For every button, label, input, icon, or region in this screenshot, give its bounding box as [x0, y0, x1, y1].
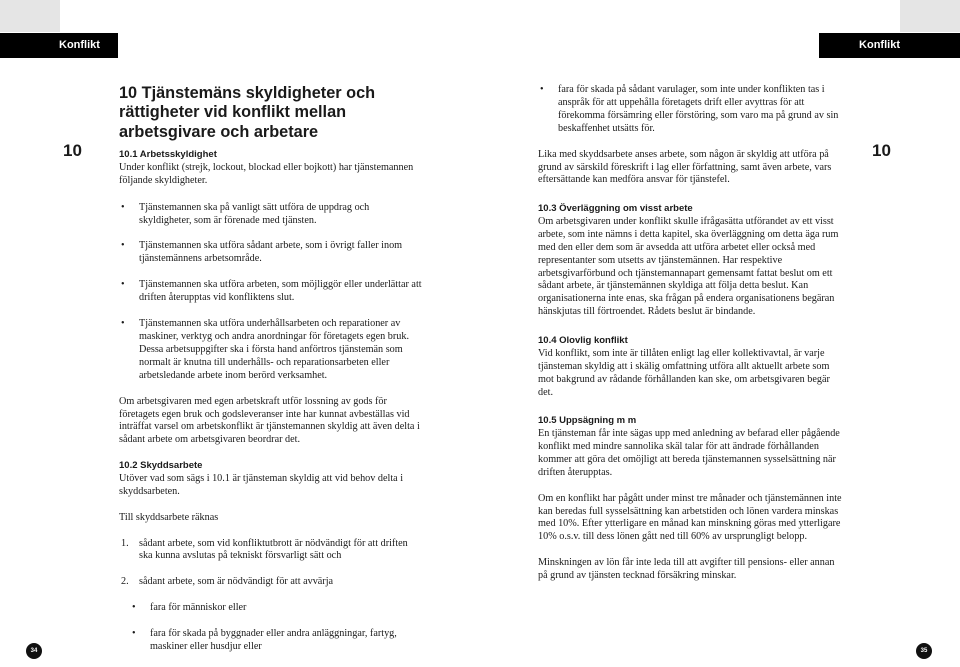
paragraph-three-months: Om en konflikt har pågått under minst tre månader och tjänstemännen inte kan beredas full sysselsättning kan arbetstiden och lönen vardera minskas med 10%. Efter ytterligare en månad kan minskning göras med ytterligare 10% o.s.v. till dess lönen gått ned till 60% av ursprungligt belopp.	[538, 492, 842, 543]
page-number-right: 35	[916, 643, 932, 659]
bullet-item	[119, 202, 423, 228]
header-tab-left	[0, 33, 118, 58]
section-heading-10-1: 10.1 Arbetsskyldighet	[119, 149, 217, 161]
paragraph-same-duty: Lika med skyddsarbete anses arbete, som någon är skyldig att utföra på grund av särskild föreskrift i lag eller författning, samt även arbete, vars eftersättande kan medföra ansvar för tjänstefel.	[538, 148, 832, 186]
section-heading-10-4: 10.4 Olovlig konflikt	[538, 335, 628, 347]
section-10-1-intro: Under konflikt (strejk, lockout, blockad eller bojkott) har tjänstemannen följande skyldigheter.	[119, 161, 414, 186]
bullet-icon: •	[132, 628, 136, 640]
page-number-left: 34	[26, 643, 42, 659]
header-tab-right-label: Konflikt	[859, 39, 900, 51]
section-heading-10-2: 10.2 Skyddsarbete	[119, 460, 203, 472]
section-10-4-text: Vid konflikt, som inte är tillåten enligt lag eller kollektivavtal, är varje tjänsteman skyldig att i skälig omfattning utföra allt aktuellt arbete som mot bakgrund av rådande förhållanden kan ske, om arbetsgivaren begär det.	[538, 347, 830, 398]
chapter-number-right: 10	[872, 141, 891, 160]
sub-bullet-item	[119, 628, 423, 654]
bullet-text: Tjänstemannen ska utföra underhållsarbeten och reparationer av maskiner, verktyg och andra anordningar för företagets egen bruk. Dessa arbetsuppgifter ska i första hand anförtros tjänstemän som normalt är knutna till underhålls- och reparationsarbeten eller arbetsledande arbete inom berörd verksamhet.	[139, 318, 410, 381]
header-tab-marker-right	[900, 0, 960, 32]
section-heading-10-5: 10.5 Uppsägning m m	[538, 415, 637, 427]
section-10-2-lead: Till skyddsarbete räknas	[119, 511, 219, 523]
paragraph-reduction: Minskningen av lön får inte leda till att avgifter till pensions- eller annan på grund av tjänsten tecknad försäkring minskar.	[538, 557, 835, 582]
item-number: 2.	[121, 576, 129, 588]
header-tab-left-label: Konflikt	[59, 39, 100, 51]
bullet-text: fara för skada på sådant varulager, som inte under konflikten tas i anspråk för att uppehålla företagets drift eller avyttras för att förekomma försämring eller förstöring, som varo ma på grund av sin beskaffenhet utsätts för.	[558, 84, 839, 134]
bullet-icon: •	[121, 240, 125, 252]
bullet-icon: •	[121, 279, 125, 291]
page-title: 10 Tjänstemäns skyldigheter och rättigheter vid konflikt mellan arbetsgivare och arbetare	[119, 84, 376, 141]
bullet-icon: •	[540, 84, 544, 95]
bullet-text: fara för människor eller	[150, 602, 247, 614]
bullet-text: Tjänstemannen ska utföra sådant arbete, som i övrigt faller inom tjänstemännens arbetsområde.	[139, 240, 403, 265]
right-column	[538, 84, 842, 583]
header-tab-right	[819, 33, 960, 58]
bullet-icon: •	[132, 602, 136, 614]
bullet-icon: •	[121, 318, 125, 330]
bullet-item	[119, 240, 423, 266]
bullet-icon: •	[121, 201, 125, 213]
bullet-item	[119, 279, 423, 305]
section-heading-10-3: 10.3 Överläggning om visst arbete	[538, 203, 693, 215]
item-text: sådant arbete, som vid konfliktutbrott är nödvändigt för att driften ska kunna avslutas på tekniskt försvarligt sätt och	[139, 537, 408, 562]
section-10-2-text: Utöver vad som sägs i 10.1 är tjänsteman skyldig att vid behov delta i skyddsarbeten.	[119, 472, 404, 497]
bullet-item	[119, 318, 423, 383]
section-10-3-text: Om arbetsgivaren under konflikt skulle ifrågasätta utförandet av ett visst arbete, som inte nämns i detta kapitel, ska överläggning om detta äga rum med den eller dem som är avsedda att utföra arbetet eller också med representanter som utsetts av tjänstemännen. Har respektive arbetsgivarförbund och tjänstemannapart gemensamt fattat beslut om ett sådant arbete, är tjänstemännen skyldiga att följa detta beslut. Kan organisationerna inte enas, ska frågan på endera organisationens begäran hänskjutas till förtroendet. Rådets beslut är bindande.	[538, 215, 839, 318]
bullet-text: Tjänstemannen ska på vanligt sätt utföra de uppdrag och skyldigheter, som är förenade med tjänsten.	[139, 201, 370, 226]
bullet-item	[538, 84, 842, 136]
numbered-item	[119, 538, 423, 564]
left-column	[119, 84, 423, 667]
header-tab-marker-left	[0, 0, 60, 32]
item-number: 1.	[121, 537, 129, 549]
chapter-number-left: 10	[63, 141, 82, 160]
bullet-text: Tjänstemannen ska utföra arbeten, som möjliggör eller underlättar att driften återupptas vid konfliktens slut.	[139, 279, 422, 304]
numbered-item	[119, 576, 423, 589]
section-10-5-text: En tjänsteman får inte sägas upp med anledning av befarad eller pågående konflikt med mindre sannolika skäl talar för att ändrade förhållanden kommer att göra det omöjligt att bereda tjänstemannen sysselsättning när driften återupptas.	[538, 428, 840, 478]
item-text: sådant arbete, som är nödvändigt för att avvärja	[139, 576, 334, 588]
paragraph-own-workforce: Om arbetsgivaren med egen arbetskraft utför lossning av gods för företagets egen bruk och godsleveranser inte har kunnat avbeställas vid inträffat varsel om arbetskonflikt är tjänstemannen skyldig att även delta i sådant arbete om arbetsgivaren beordrar det.	[119, 395, 420, 446]
bullet-text: fara för skada på byggnader eller andra anläggningar, fartyg, maskiner eller husdjur eller	[150, 628, 397, 653]
sub-bullet-item	[119, 602, 423, 615]
